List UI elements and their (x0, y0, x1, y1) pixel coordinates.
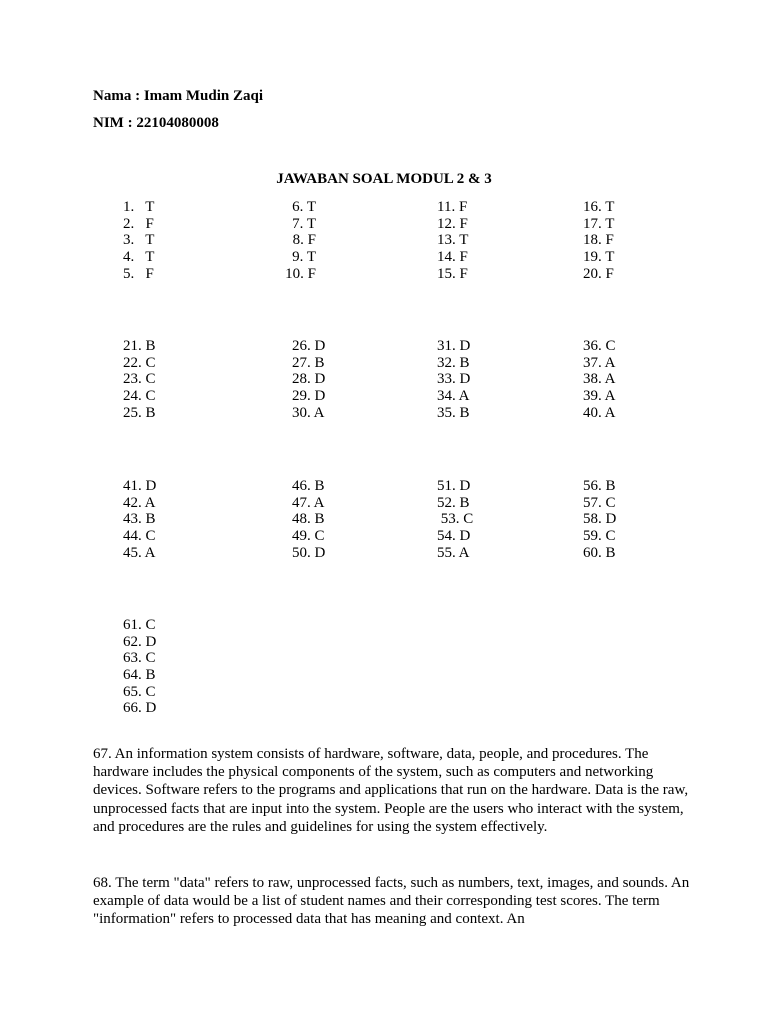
answer-item: 28. D (292, 371, 326, 388)
answer-item: 38. A (583, 371, 616, 388)
answer-item: 8. F (292, 232, 316, 249)
answer-item: 10. F (285, 265, 316, 282)
answer-item: 34. A (437, 388, 470, 405)
essay-answer-67: 67. An information system consists of hardware, software, data, people, and procedures. The hardware includes the physical components of the system, such as computers and networking devices. Software refers to the programs and applications that run on the hardware. Data is the raw, unprocessed facts that are input into the system. People are the users who interact with the system, and procedures are the rules and guidelines for using the system effectively. (93, 746, 689, 835)
answer-item: 54. D (437, 528, 471, 545)
answer-item: 4. T (123, 249, 155, 266)
answer-item: 51. D (437, 478, 471, 494)
answer-item: 29. D (292, 388, 326, 405)
answer-item: 22. C (123, 354, 156, 371)
answer-item: 17. T (583, 215, 615, 232)
answer-column (284, 199, 316, 282)
answer-item: 19. T (583, 249, 615, 266)
answer-item: 58. D (583, 511, 617, 528)
answer-item: 65. C (123, 683, 156, 700)
answer-column (437, 478, 473, 561)
answer-item: 1. T (123, 199, 155, 215)
answer-item: 32. B (437, 354, 470, 371)
answer-column (123, 478, 156, 561)
answer-item: 35. B (437, 404, 470, 421)
answer-column (437, 199, 468, 282)
answer-item: 20. F (583, 265, 614, 282)
answer-item: 36. C (583, 338, 616, 354)
answer-column (583, 338, 616, 421)
answer-item: 55. A (437, 544, 470, 561)
answer-item: 48. B (292, 511, 325, 528)
answer-item: 63. C (123, 650, 156, 667)
answer-item: 11. F (437, 199, 468, 215)
answer-item: 45. A (123, 544, 156, 561)
answer-item: 64. B (123, 667, 156, 684)
student-name: Nama : Imam Mudin Zaqi (93, 88, 264, 104)
answer-item: 25. B (123, 404, 156, 421)
answer-item: 16. T (583, 199, 615, 215)
answer-item: 3. T (123, 232, 155, 249)
answer-column (292, 478, 325, 561)
answer-item: 56. B (583, 478, 616, 494)
essay-answer-68: 68. The term "data" refers to raw, unprocessed facts, such as numbers, text, images, and sounds. An example of data would be a list of student names and their corresponding test scores. The term "information" refers to processed data that has meaning and context. An (93, 875, 690, 928)
answer-item: 23. C (123, 371, 156, 388)
answer-item: 57. C (583, 494, 616, 511)
answer-column (123, 199, 154, 282)
answer-item: 5. F (123, 265, 154, 282)
answer-item: 42. A (123, 494, 156, 511)
answer-item: 9. T (292, 249, 316, 266)
answer-item: 46. B (292, 478, 325, 494)
answer-item: 40. A (583, 404, 616, 421)
answer-item: 39. A (583, 388, 616, 405)
answer-item: 62. D (123, 633, 157, 650)
page-title: JAWABAN SOAL MODUL 2 & 3 (276, 171, 492, 187)
student-nim: NIM : 22104080008 (93, 115, 219, 131)
answer-item: 52. B (437, 494, 470, 511)
answer-item: 7. T (292, 215, 316, 232)
answer-item: 14. F (437, 249, 468, 266)
answer-item: 18. F (583, 232, 614, 249)
answer-item: 31. D (437, 338, 471, 354)
answer-item: 21. B (123, 338, 156, 354)
answer-column (583, 199, 614, 282)
answer-column (292, 338, 325, 421)
answer-item: 26. D (292, 338, 326, 354)
answer-column (437, 338, 470, 421)
answer-item: 13. T (437, 232, 469, 249)
answer-item: 47. A (292, 494, 325, 511)
answer-item: 27. B (292, 354, 325, 371)
answer-item: 41. D (123, 478, 157, 494)
answer-item: 50. D (292, 544, 326, 561)
answer-item: 60. B (583, 544, 616, 561)
answer-item: 2. F (123, 215, 154, 232)
answer-item: 43. B (123, 511, 156, 528)
answer-item: 37. A (583, 354, 616, 371)
answer-column (123, 338, 156, 421)
answer-item: 61. C (123, 617, 156, 633)
answer-item: 30. A (292, 404, 325, 421)
answer-item: 59. C (583, 528, 616, 545)
answer-item: 15. F (437, 265, 468, 282)
answer-item: 49. C (292, 528, 325, 545)
answer-item: 24. C (123, 388, 156, 405)
answer-item: 12. F (437, 215, 468, 232)
answer-item: 33. D (437, 371, 471, 388)
answer-item: 44. C (123, 528, 156, 545)
answer-item: 66. D (123, 700, 157, 717)
answer-column (583, 478, 616, 561)
answer-item: 53. C (437, 511, 474, 528)
answer-column (123, 617, 156, 717)
answer-item: 6. T (292, 199, 316, 215)
